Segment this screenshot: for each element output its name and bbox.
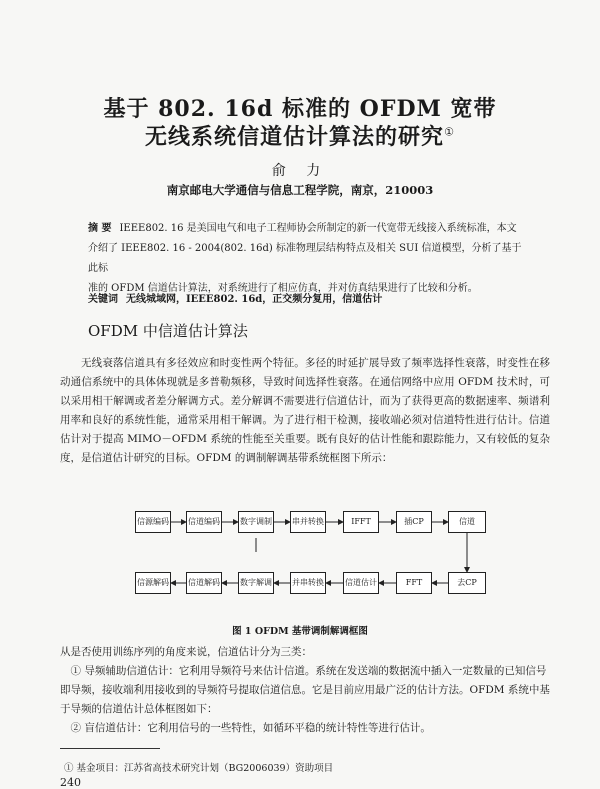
list-intro: 从是否使用训练序列的角度来说，信道估计分为三类： (60, 646, 312, 658)
block-digital-demodulation (238, 572, 274, 594)
list-item-1: ① 导频辅助信道估计：它利用导频符号来估计信道。系统在发送端的数据流中插入一定数量的已知信号即导频，接收端利用接收到的导频符号提取信道信息。它是目前应用最广泛的估计方法。OFDM 系统中基于导频的信道估计总体框图如下： (60, 665, 550, 715)
block-add-cp (396, 511, 432, 533)
title-footnote-mark: ① (444, 125, 455, 139)
block-label: 信道估计 (345, 578, 377, 587)
keywords-text: 无线城域网，IEEE802. 16d，正交频分复用，信道估计 (126, 294, 383, 305)
block-fft (396, 572, 432, 594)
title-line-2-text: 无线系统信道估计算法的研究 (145, 124, 445, 150)
block-channel-estimation (343, 572, 379, 594)
abstract-line-3: 准的 OFDM 信道估计算法，对系统进行了相应仿真，并对仿真结果进行了比较和分析。 (88, 283, 478, 294)
block-label: 插CP (404, 517, 424, 526)
block-label: FFT (405, 578, 423, 587)
affiliation: 南京邮电大学通信与信息工程学院，南京，210003 (166, 183, 434, 197)
block-label: 信道 (459, 517, 475, 526)
block-label: 信源编码 (137, 517, 169, 526)
block-channel (448, 511, 486, 533)
block-label: 去CP (457, 578, 477, 587)
block-remove-cp (448, 572, 486, 594)
block-label: 信源解码 (137, 578, 169, 587)
page-number: 240 (60, 776, 81, 789)
figure-caption: 图 1 OFDM 基带调制解调框图 (232, 626, 368, 637)
block-serial-parallel (290, 511, 326, 533)
block-channel-decoding (186, 572, 222, 594)
author: 俞 力 (271, 163, 329, 179)
block-label: 数字调制 (240, 517, 272, 526)
body-paragraph: 无线衰落信道具有多径效应和时变性两个特征。多径的时延扩展导致了频率选择性衰落，时变性在移动通信系统中的具体体现就是多普勒频移，导致时间选择性衰落。在通信网络中应用 OFDM 技术时，可以采用相干解调或者差分解调方式。差分解调不需要进行信道估计，而为了获得更高的数据速率、频谱利用率和良好的系统性能，通常采用相干解调。为了进行相干检测，接收端必须对信道特性进行估计。信道估计对于提高 MIMO－OFDM 系统的性能至关重要。既有良好的估计性能和跟踪能力，又有较低的复杂度，是信道估计研究的目标。OFDM 的调制解调基带系统框图下所示： (60, 357, 550, 464)
block-label: 数字解调 (240, 578, 272, 587)
block-parallel-serial (290, 572, 326, 594)
footnote: ① 基金项目：江苏省高技术研究计划（BG2006039）资助项目 (64, 763, 334, 774)
list-item-2: ② 盲信道估计：它利用信号的一些特性，如循环平稳的统计特性等进行估计。 (70, 722, 431, 734)
section-heading: OFDM 中信道估计算法 (88, 322, 248, 340)
abstract-line-2: 介绍了 IEEE802. 16 - 2004(802. 16d) 标准物理层结构特点及相关 SUI 信道模型，分析了基于此标 (88, 243, 522, 274)
estimation-types-list (60, 643, 555, 738)
block-channel-encoding (186, 511, 222, 533)
footnote-divider (60, 748, 160, 749)
block-label: IFFT (351, 517, 371, 526)
keywords-label: 关键词 (88, 294, 118, 305)
paper-title-line-1: 基于 802. 16d 标准的 OFDM 宽带 (103, 96, 497, 122)
block-source-decoding (135, 572, 171, 594)
abstract-text-1: IEEE802. 16 是美国电气和电子工程师协会所制定的新一代宽带无线接入系统标准，本文 (119, 223, 517, 234)
abstract-label: 摘 要 (88, 223, 112, 234)
block-label: 信道解码 (188, 578, 220, 587)
block-ifft (343, 511, 379, 533)
block-label: 串并转换 (292, 517, 324, 526)
block-label: 并串转换 (292, 578, 324, 587)
block-digital-modulation (238, 511, 274, 533)
block-label: 信道编码 (188, 517, 220, 526)
block-source-encoding (135, 511, 171, 533)
